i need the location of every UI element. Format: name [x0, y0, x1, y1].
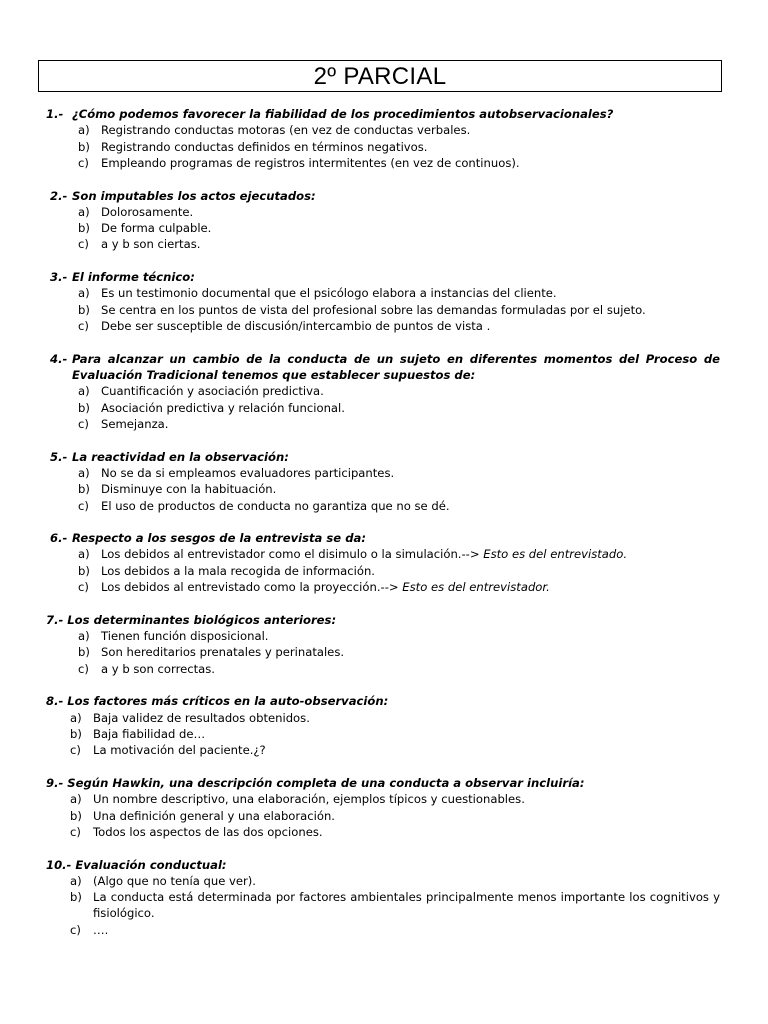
option-note: Esto es del entrevistador. [398, 580, 550, 595]
option-letter: c) [70, 743, 81, 758]
question-text: Según Hawkin, una descripción completa de una conducta a observar incluiría: [67, 775, 585, 790]
question-heading [0, 106, 768, 122]
option-item [0, 122, 768, 138]
option-letter: c) [70, 824, 81, 839]
option-text: De forma culpable. [101, 221, 212, 236]
question-9 [0, 775, 768, 840]
option-item [0, 285, 768, 301]
option-item [0, 808, 768, 824]
question-text: Son imputables los actos ejecutados: [72, 188, 316, 203]
option-letter: b) [70, 808, 82, 823]
question-text: Para alcanzar un cambio de la conducta de un sujeto en diferentes momentos del Proceso de Evaluación Tradicional tenemos que establecer supuestos de: [72, 351, 720, 383]
question-heading [0, 449, 768, 465]
question-number: 5.- [50, 449, 68, 464]
option-text: Un nombre descriptivo, una elaboración, ejemplos típicos y cuestionables. [93, 792, 525, 807]
question-text: ¿Cómo podemos favorecer la fiabilidad de los procedimientos autobservacionales? [72, 107, 614, 121]
option-item [0, 139, 768, 155]
option-letter: a) [70, 710, 82, 725]
question-heading [0, 857, 768, 873]
option-letter: a) [78, 286, 90, 301]
option-letter: c) [70, 922, 81, 937]
option-text: Registrando conductas motoras (en vez de conductas verbales. [101, 123, 471, 138]
option-letter: a) [70, 792, 82, 807]
option-text: …. [93, 922, 109, 937]
option-item [0, 465, 768, 481]
question-text: Los determinantes biológicos anteriores: [67, 612, 337, 627]
question-number: 7.- [46, 612, 64, 627]
option-letter: c) [78, 237, 89, 252]
question-number: 1.- [46, 107, 64, 121]
option-letter: a) [78, 547, 90, 562]
option-text: Registrando conductas definidos en términos negativos. [101, 139, 428, 154]
question-text: Evaluación conductual: [75, 857, 227, 872]
option-text: Son hereditarios prenatales y perinatales. [101, 645, 345, 660]
option-text: La conducta está determinada por factores ambientales principalmente menos importante los cognitivos y fisiológico. [93, 890, 720, 921]
option-item [0, 644, 768, 660]
question-8 [0, 693, 768, 758]
option-item [0, 204, 768, 220]
option-letter: b) [78, 221, 90, 236]
question-list [0, 106, 768, 938]
question-6 [0, 530, 768, 595]
option-item [0, 791, 768, 807]
option-letter: c) [78, 661, 89, 676]
option-text: Todos los aspectos de las dos opciones. [93, 824, 323, 839]
option-item [0, 628, 768, 644]
option-text: Asociación predictiva y relación funcional. [101, 400, 345, 415]
option-item [0, 661, 768, 677]
question-5 [0, 449, 768, 514]
option-letter: c) [78, 416, 89, 431]
option-text: Se centra en los puntos de vista del profesional sobre las demandas formuladas por el sujeto. [101, 302, 646, 317]
option-letter: b) [70, 726, 82, 741]
option-letter: b) [78, 139, 90, 154]
question-10 [0, 857, 768, 938]
option-text: Empleando programas de registros intermitentes (en vez de continuos). [101, 155, 520, 170]
question-heading [0, 693, 768, 709]
option-letter: c) [78, 580, 89, 595]
option-letter: b) [78, 400, 90, 415]
option-item [0, 220, 768, 236]
option-text: Los debidos a la mala recogida de información. [101, 563, 375, 578]
option-text: Baja fiabilidad de… [93, 726, 206, 741]
option-text: Baja validez de resultados obtenidos. [93, 710, 310, 725]
question-text: Los factores más críticos en la auto-observación: [67, 694, 389, 709]
page-title: 2º PARCIAL [313, 63, 447, 90]
option-item [0, 498, 768, 514]
option-item [0, 726, 768, 742]
question-3 [0, 269, 768, 334]
option-text: Los debidos al entrevistado como la proyección.--> [101, 580, 399, 595]
option-text: a y b son correctas. [101, 661, 215, 676]
option-letter: b) [78, 302, 90, 317]
title-box [38, 60, 722, 92]
option-item [0, 889, 768, 922]
option-item [0, 546, 768, 562]
question-heading [0, 269, 768, 285]
option-letter: b) [70, 890, 82, 905]
option-text: Tienen función disposicional. [101, 629, 269, 644]
question-heading [0, 351, 768, 384]
option-item [0, 742, 768, 758]
question-number: 6.- [50, 531, 68, 546]
option-text: Los debidos al entrevistador como el disimulo o la simulación.--> [101, 547, 480, 562]
option-note: Esto es del entrevistado. [479, 547, 628, 562]
question-number: 9.- [46, 775, 64, 790]
option-letter: a) [78, 123, 90, 138]
question-heading [0, 612, 768, 628]
option-item [0, 400, 768, 416]
option-item [0, 155, 768, 171]
question-heading [0, 530, 768, 546]
option-letter: a) [78, 629, 90, 644]
question-heading [0, 775, 768, 791]
question-number: 8.- [46, 694, 64, 709]
option-item [0, 563, 768, 579]
option-text: (Algo que no tenía que ver). [93, 873, 256, 888]
option-letter: c) [78, 155, 89, 170]
option-text: Disminuye con la habituación. [101, 482, 277, 497]
question-number: 4.- [50, 351, 68, 366]
option-item [0, 318, 768, 334]
option-letter: b) [78, 482, 90, 497]
option-letter: b) [78, 563, 90, 578]
option-item [0, 824, 768, 840]
option-item [0, 416, 768, 432]
option-item [0, 383, 768, 399]
question-1 [0, 106, 768, 171]
question-number: 10.- [46, 857, 72, 872]
option-text: Debe ser susceptible de discusión/intercambio de puntos de vista . [101, 319, 491, 334]
option-text: La motivación del paciente.¿? [93, 743, 266, 758]
option-letter: b) [78, 645, 90, 660]
option-item [0, 710, 768, 726]
option-item [0, 873, 768, 889]
option-text: Es un testimonio documental que el psicólogo elabora a instancias del cliente. [101, 286, 557, 301]
option-item [0, 922, 768, 938]
option-letter: c) [78, 498, 89, 513]
option-text: Cuantificación y asociación predictiva. [101, 384, 324, 399]
option-text: Semejanza. [101, 416, 169, 431]
option-letter: a) [78, 204, 90, 219]
option-letter: a) [70, 873, 82, 888]
option-text: Una definición general y una elaboración. [93, 808, 335, 823]
option-item [0, 579, 768, 595]
question-2 [0, 188, 768, 253]
question-4 [0, 351, 768, 432]
option-item [0, 302, 768, 318]
question-number: 2.- [50, 188, 68, 203]
option-letter: c) [78, 319, 89, 334]
question-text: La reactividad en la observación: [72, 449, 289, 464]
option-text: No se da si empleamos evaluadores participantes. [101, 465, 395, 480]
option-item [0, 481, 768, 497]
question-number: 3.- [50, 270, 68, 285]
question-text: El informe técnico: [72, 270, 195, 285]
question-text: Respecto a los sesgos de la entrevista se da: [72, 531, 366, 546]
option-item [0, 236, 768, 252]
option-text: Dolorosamente. [101, 204, 194, 219]
option-text: El uso de productos de conducta no garantiza que no se dé. [101, 498, 450, 513]
option-letter: a) [78, 384, 90, 399]
option-text: a y b son ciertas. [101, 237, 201, 252]
question-heading [0, 188, 768, 204]
option-letter: a) [78, 465, 90, 480]
question-7 [0, 612, 768, 677]
